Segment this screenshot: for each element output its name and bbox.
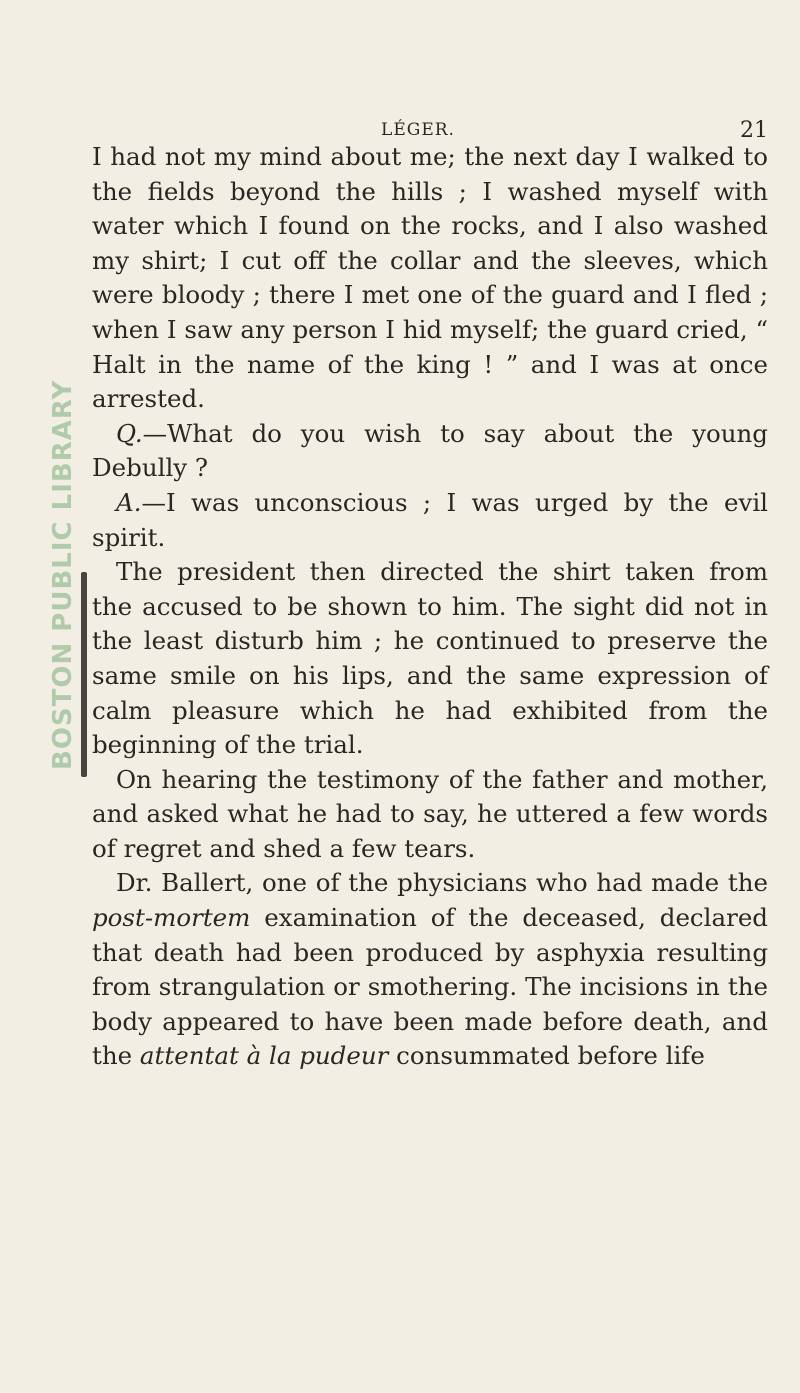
binding-shadow [81, 572, 87, 777]
paragraph-text: consummated before life [388, 1041, 705, 1071]
paragraph [92, 866, 768, 1074]
page-number: 21 [740, 118, 768, 143]
body-text [92, 140, 768, 1074]
question-marker: Q. [116, 418, 143, 448]
paragraph-text: examination of the deceased, declared that death had been produced by asphyxia resulting from strangulation or smothering. The incisions in the body appeared to have been made before death, and the [92, 903, 768, 1071]
paragraph-text: —What do you wish to say about the young Debully ? [92, 418, 768, 483]
italic-phrase: post-mortem [92, 903, 251, 933]
paragraph-text: I had not my mind about me; the next day I walked to the fields beyond the hills ; I washed myself with water which I found on the rocks, and I also washed my shirt; I cut off the collar and the sleeves, which were bloody ; there I met one of the guard and I fled ; when I saw any person I hid myself; the guard cried, “ Halt in the name of the king ! ” and I was at once arrested. [92, 142, 768, 414]
paragraph [92, 555, 768, 763]
paragraph-text: On hearing the testimony of the father and mother, and asked what he had to say, he uttered a few words of regret and shed a few tears. [92, 764, 768, 863]
paragraph-text: —I was unconscious ; I was urged by the evil spirit. [92, 487, 768, 552]
paragraph-question [92, 417, 768, 486]
running-head: LÉGER. [381, 120, 455, 140]
paragraph-text: The president then directed the shirt taken from the accused to be shown to him. The sight did not in the least disturb him ; he continued to preserve the same smile on his lips, and the same expression of calm pleasure which he had exhibited from the beginning of the trial. [92, 557, 768, 760]
paragraph [92, 140, 768, 417]
answer-marker: A. [116, 487, 142, 517]
paragraph-text: Dr. Ballert, one of the physicians who had made the [116, 868, 768, 898]
paragraph-answer [92, 486, 768, 555]
paragraph [92, 763, 768, 867]
italic-phrase: attentat à la pudeur [139, 1041, 389, 1071]
library-stamp: BOSTON PUBLIC LIBRARY [48, 379, 78, 770]
